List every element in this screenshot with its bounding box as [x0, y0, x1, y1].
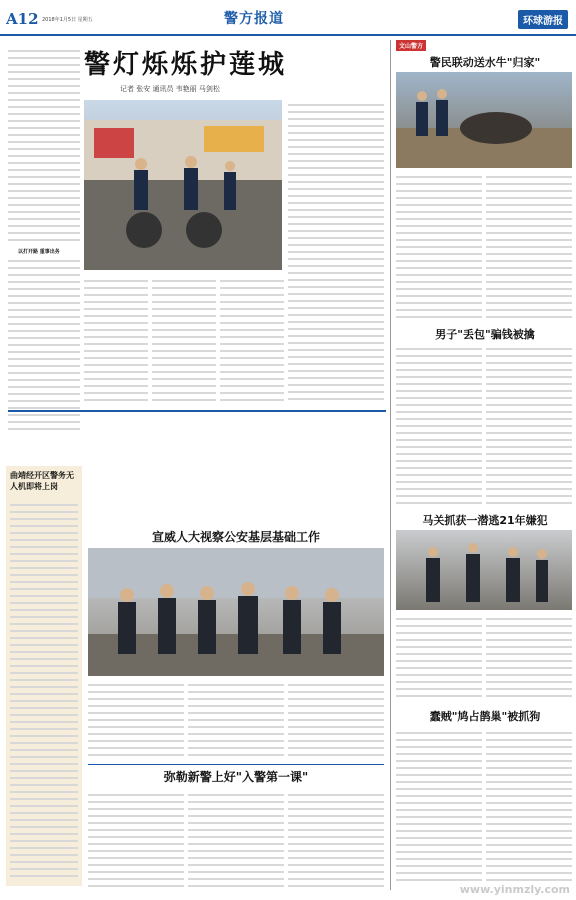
drone-story-text	[10, 500, 78, 880]
main-headline: 警灯烁烁护莲城	[84, 50, 288, 80]
buffalo-photo	[396, 72, 572, 168]
mile-text-col2	[188, 790, 284, 890]
story2-text-col2	[486, 344, 572, 506]
body-text-col1	[8, 256, 80, 436]
arrest-photo	[396, 530, 572, 610]
column-divider	[390, 40, 391, 890]
xuanwei-text-col3	[288, 680, 384, 760]
inspection-photo	[88, 548, 384, 676]
section-tag: 文山警方	[396, 40, 426, 51]
story3-text-col1	[396, 614, 482, 702]
body-text-col2	[84, 276, 148, 406]
byline: 记者 张安 通讯员 韦艳丽 马剑松	[120, 85, 220, 93]
mile-text-col1	[88, 790, 184, 890]
xuanwei-text-col2	[188, 680, 284, 760]
watermark: www.yinmzly.com	[459, 883, 570, 896]
police-patrol-photo	[84, 100, 282, 270]
mile-text-col3	[288, 790, 384, 890]
page-number: A12	[6, 10, 39, 28]
intro-subheading: 以打开路 重事出务	[18, 249, 60, 255]
issue-date: 2018年1月5日 星期五	[42, 17, 93, 23]
section-title: 警方报道	[224, 11, 284, 27]
lower-divider	[88, 764, 384, 765]
mile-story-title: 弥勒新警上好"入警第一课"	[163, 770, 309, 784]
xuanwei-story-title: 宣威人大视察公安基层基础工作	[151, 530, 320, 544]
section-divider	[8, 410, 386, 412]
story4-title: 蠢贼"鸠占鹊巢"被抓狗	[429, 710, 541, 723]
intro-text-block	[8, 46, 80, 246]
story1-text-col1	[396, 172, 482, 322]
xuanwei-text-col1	[88, 680, 184, 760]
story2-text-col1	[396, 344, 482, 506]
story3-title: 马关抓获一潜逃21年嫌犯	[422, 514, 548, 527]
brand-logo: 环球游报	[518, 10, 568, 29]
story4-text-col2	[486, 728, 572, 884]
story2-title: 男子"丢包"骗钱被擒	[435, 328, 535, 341]
page-header	[0, 0, 576, 36]
body-text-col5	[288, 100, 384, 406]
drone-story-title: 曲靖经开区警务无人机即将上岗	[10, 471, 74, 491]
story4-text-col1	[396, 728, 482, 884]
story1-title: 警民联动送水牛"归家"	[429, 56, 541, 69]
body-text-col4	[220, 276, 284, 406]
story3-text-col2	[486, 614, 572, 702]
story1-text-col2	[486, 172, 572, 322]
body-text-col3	[152, 276, 216, 406]
